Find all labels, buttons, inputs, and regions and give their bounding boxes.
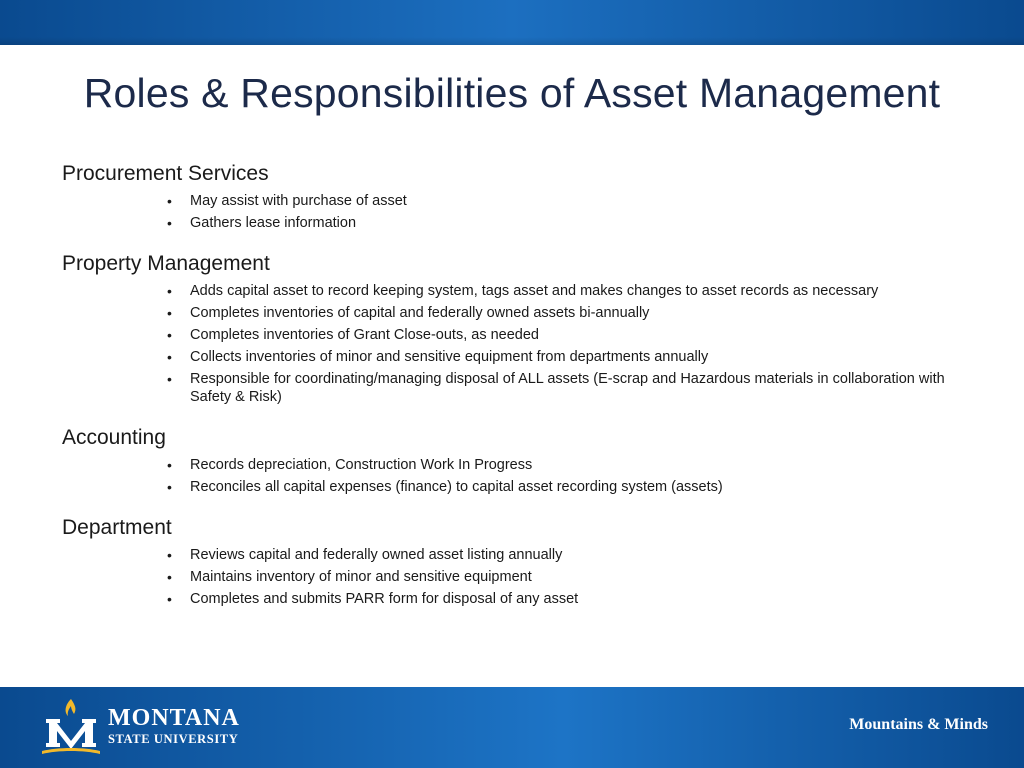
list-item	[167, 546, 962, 564]
item-text: Reviews capital and federally owned asset listing annually	[190, 547, 563, 563]
list-item	[167, 590, 962, 608]
slide-title: Roles & Responsibilities of Asset Management	[83, 70, 941, 116]
bullet-icon: •	[167, 215, 172, 231]
item-text: May assist with purchase of asset	[190, 193, 407, 209]
logo-wordmark: MONTANA	[108, 705, 240, 731]
item-text: Gathers lease information	[190, 215, 357, 231]
section-accounting	[62, 424, 962, 496]
list-item	[167, 348, 962, 366]
item-text: Maintains inventory of minor and sensitive equipment	[190, 569, 532, 585]
list-item	[167, 568, 962, 586]
item-text: Completes and submits PARR form for disposal of any asset	[190, 591, 579, 607]
bullet-icon: •	[167, 591, 172, 607]
bullet-list	[62, 456, 962, 496]
item-text: Collects inventories of minor and sensitive equipment from departments annually	[190, 349, 709, 365]
bullet-list	[62, 546, 962, 608]
top-banner	[0, 0, 1024, 45]
section-procurement	[62, 160, 962, 232]
list-item	[167, 370, 962, 406]
section-heading: Property Management	[62, 252, 270, 275]
section-department	[62, 514, 962, 608]
section-heading: Procurement Services	[62, 162, 269, 185]
tagline: Mountains & Minds	[849, 716, 988, 733]
bullet-icon: •	[167, 479, 172, 495]
list-item	[167, 192, 962, 210]
list-item	[167, 282, 962, 300]
item-text: Records depreciation, Construction Work In Progress	[190, 457, 533, 473]
section-heading: Accounting	[62, 426, 166, 449]
bullet-icon: •	[167, 457, 172, 473]
bullet-icon: •	[167, 283, 172, 299]
list-item	[167, 478, 962, 496]
bullet-icon: •	[167, 305, 172, 321]
msu-m-icon	[38, 697, 104, 757]
bullet-icon: •	[167, 547, 172, 563]
item-text: Responsible for coordinating/managing disposal of ALL assets (E-scrap and Hazardous materials in collaboration with Safety & Risk)	[190, 371, 945, 405]
university-logo-text	[108, 705, 240, 747]
bullet-icon: •	[167, 371, 172, 387]
section-property	[62, 250, 962, 406]
bullet-icon: •	[167, 193, 172, 209]
footer-banner	[0, 687, 1024, 768]
item-text: Completes inventories of Grant Close-outs, as needed	[190, 327, 539, 343]
bullet-list	[62, 282, 962, 406]
logo-subtitle: STATE UNIVERSITY	[108, 732, 239, 746]
bullet-list	[62, 192, 962, 232]
section-heading: Department	[62, 516, 172, 539]
list-item	[167, 214, 962, 232]
item-text: Adds capital asset to record keeping system, tags asset and makes changes to asset records as necessary	[190, 283, 879, 299]
item-text: Completes inventories of capital and federally owned assets bi-annually	[190, 305, 650, 321]
bullet-icon: •	[167, 327, 172, 343]
content-area	[62, 160, 962, 626]
list-item	[167, 304, 962, 322]
bullet-icon: •	[167, 349, 172, 365]
list-item	[167, 326, 962, 344]
item-text: Reconciles all capital expenses (finance) to capital asset recording system (assets)	[190, 479, 723, 495]
list-item	[167, 456, 962, 474]
bullet-icon: •	[167, 569, 172, 585]
